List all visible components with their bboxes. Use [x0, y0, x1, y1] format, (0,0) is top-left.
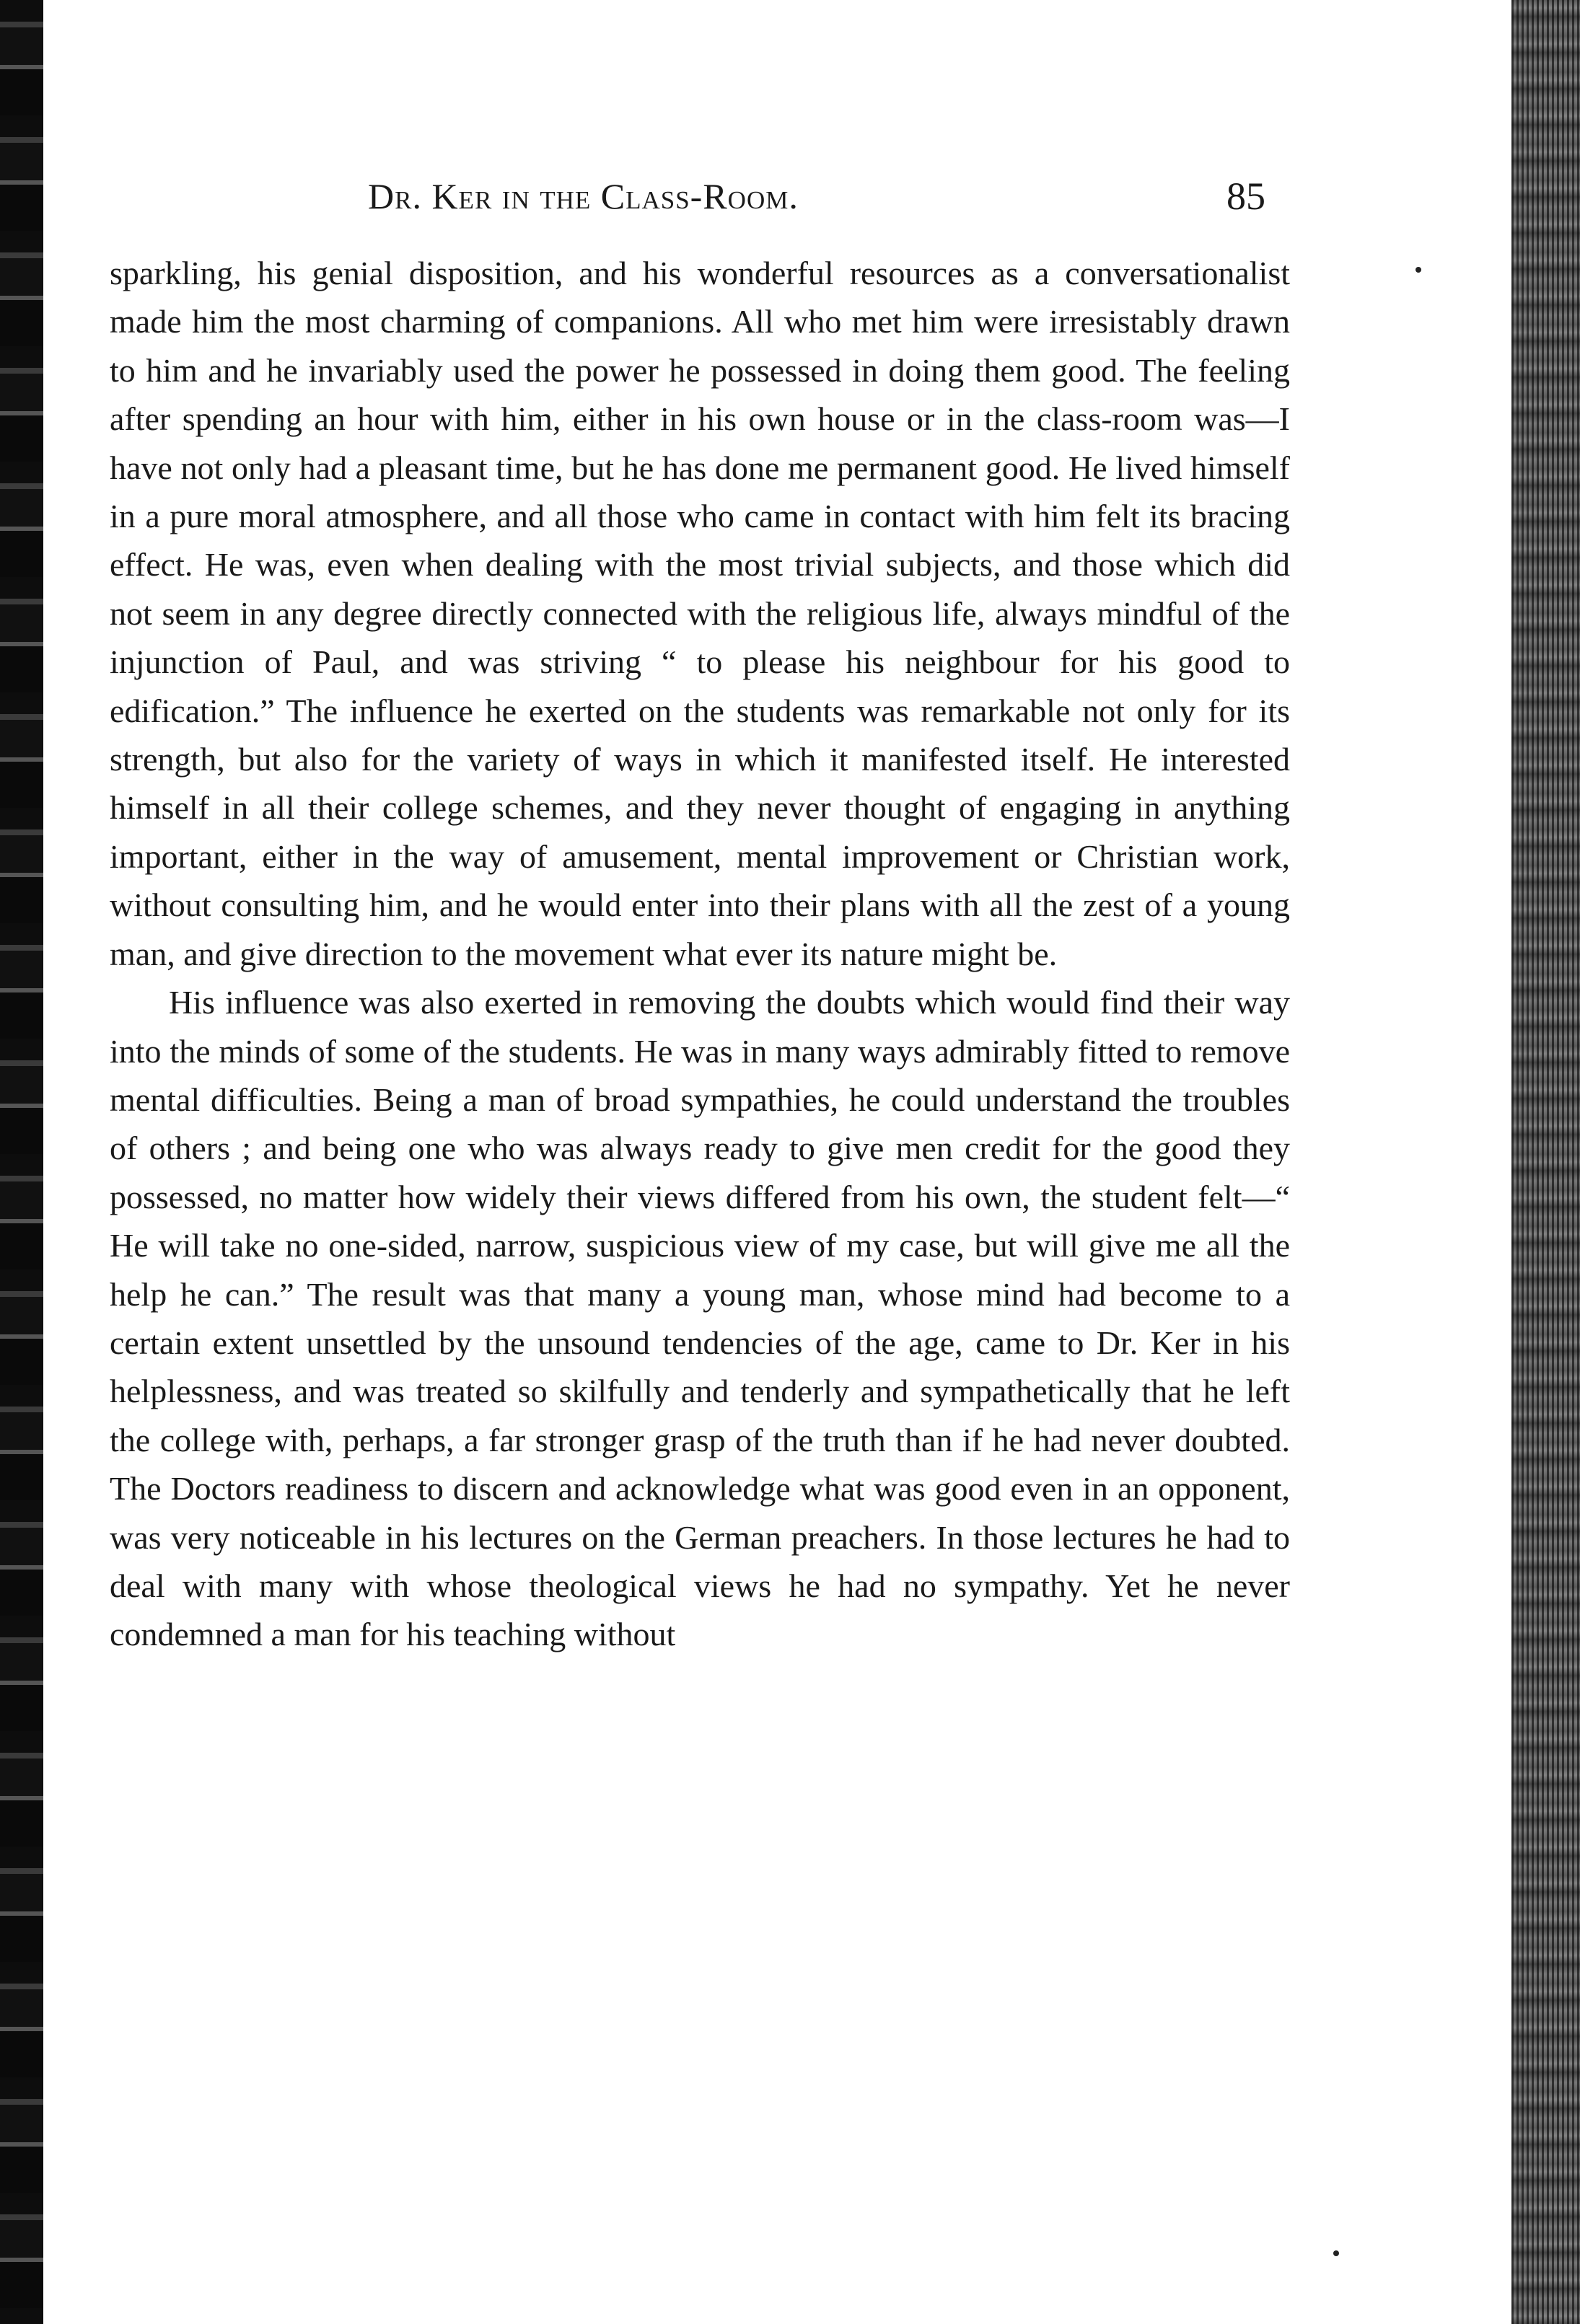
ink-speck	[1416, 267, 1421, 273]
paragraph: sparkling, his genial disposition, and his wonderful resources as a conversationalist made him the most charming of companions. All who met him were irresistably drawn to him and he invariably used the power he possessed in doing them good. The feeling after spending an hour with him, either in his own house or in the class-room was—I have not only had a pleasant time, but he has done me permanent good. He lived himself in a pure moral atmosphere, and all those who came in contact with him felt its bracing effect. He was, even when dealing with the most trivial subjects, and those which did not seem in any degree directly connected with the religious life, always mindful of the injunction of Paul, and was striving “ to please his neighbour for his good to edification.” The influence he exerted on the students was remarkable not only for its strength, but also for the variety of ways in which it manifested itself. He interested himself in all their college schemes, and they never thought of engaging in anything important, either in the way of amusement, mental improvement or Christian work, without consulting him, and he would enter into their plans with all the zest of a young man, and give direction to the movement what ever its nature might be.	[110, 255, 1290, 972]
page-number: 85	[1226, 175, 1265, 218]
running-header	[368, 167, 1299, 225]
paragraph: His influence was also exerted in removing the doubts which would find their way into the minds of some of the students. He was in many ways admirably fitted to remove mental difficulties. Being a man of broad sympathies, he could understand the troubles of others ; and being one who was always ready to give men credit for the good they possessed, no matter how widely their views differed from his own, the student felt—“ He will take no one-sided, narrow, suspicious view of my case, but will give me all the help he can.” The result was that many a young man, whose mind had become to a certain extent unsettled by the unsound tendencies of the age, came to Dr. Ker in his helplessness, and was treated so skilfully and tenderly and sympathetically that he left the college with, perhaps, a far stronger grasp of the truth than if he had never doubted. The Doctors readiness to discern and acknowledge what was good even in an opponent, was very noticeable in his lectures on the German preachers. In those lectures he had to deal with many with whose theological views he had no sympathy. Yet he never condemned a man for his teaching without	[110, 984, 1290, 1653]
ink-speck	[1333, 2250, 1339, 2256]
left-page-edge	[0, 0, 43, 2324]
page-body	[110, 249, 1290, 1659]
header-title: Dr. Ker in the Class-Room.	[368, 176, 799, 216]
right-page-edge	[1511, 0, 1580, 2324]
